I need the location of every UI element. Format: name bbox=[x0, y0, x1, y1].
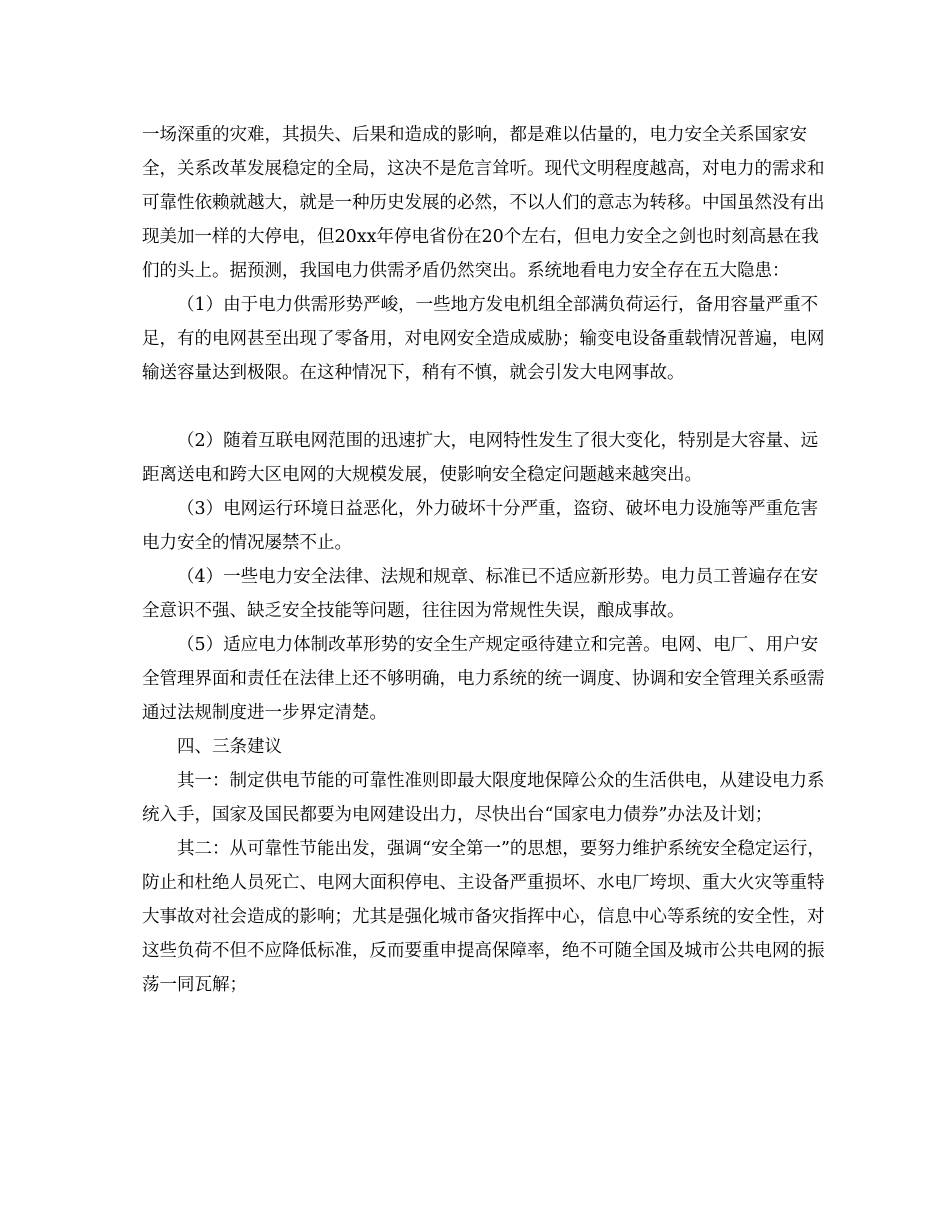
paragraph-hazard-3: （3）电网运行环境日益恶化，外力破坏十分严重，盗窃、破坏电力设施等严重危害电力安全的情况屡禁不止。 bbox=[142, 499, 819, 553]
paragraph-hazard-1: （1）由于电力供需形势严峻，一些地方发电机组全部满负荷运行，备用容量严重不足，有的电网甚至出现了零备用，对电网安全造成威胁；输变电设备重载情况普遍，电网输送容量达到极限。在这种情况下，稍有不慎，就会引发大电网事故。 bbox=[142, 295, 825, 383]
paragraph-suggestion-1: 其一：制定供电节能的可靠性准则即最大限度地保障公众的生活供电，从建设电力系统入手，国家及国民都要为电网建设出力，尽快出台“国家电力债券”办法及计划； bbox=[142, 771, 825, 825]
section-heading: 四、三条建议 bbox=[177, 737, 282, 757]
document-body bbox=[142, 118, 832, 1002]
paragraph-hazard-2: （2）随着互联电网范围的迅速扩大，电网特性发生了很大变化，特别是大容量、远距离送电和跨大区电网的大规模发展，使影响安全稳定问题越来越突出。 bbox=[142, 431, 819, 485]
paragraph-suggestion-2: 其二：从可靠性节能出发，强调“安全第一”的思想，要努力维护系统安全稳定运行，防止和杜绝人员死亡、电网大面积停电、主设备严重损坏、水电厂垮坝、重大火灾等重特大事故对社会造成的影响；尤其是强化城市备灾指挥中心，信息中心等系统的安全性，对这些负荷不但不应降低标准，反而要重申提高保障率，绝不可随全国及城市公共电网的振荡一同瓦解； bbox=[142, 839, 825, 995]
paragraph-intro: 一场深重的灾难，其损失、后果和造成的影响，都是难以估量的，电力安全关系国家安全，关系改革发展稳定的全局，这决不是危言耸听。现代文明程度越高，对电力的需求和可靠性依赖就越大，就是一种历史发展的必然，不以人们的意志为转移。中国虽然没有出现美加一样的大停电，但20xx年停电省份在20个左右，但电力安全之剑也时刻高悬在我们的头上。据预测，我国电力供需矛盾仍然突出。系统地看电力安全存在五大隐患： bbox=[142, 125, 825, 281]
paragraph-hazard-5: （5）适应电力体制改革形势的安全生产规定亟待建立和完善。电网、电厂、用户安全管理界面和责任在法律上还不够明确，电力系统的统一调度、协调和安全管理关系亟需通过法规制度进一步界定清楚。 bbox=[142, 635, 825, 723]
paragraph-hazard-4: （4）一些电力安全法律、法规和规章、标准已不适应新形势。电力员工普遍存在安全意识不强、缺乏安全技能等问题，往往因为常规性失误，酿成事故。 bbox=[142, 567, 819, 621]
